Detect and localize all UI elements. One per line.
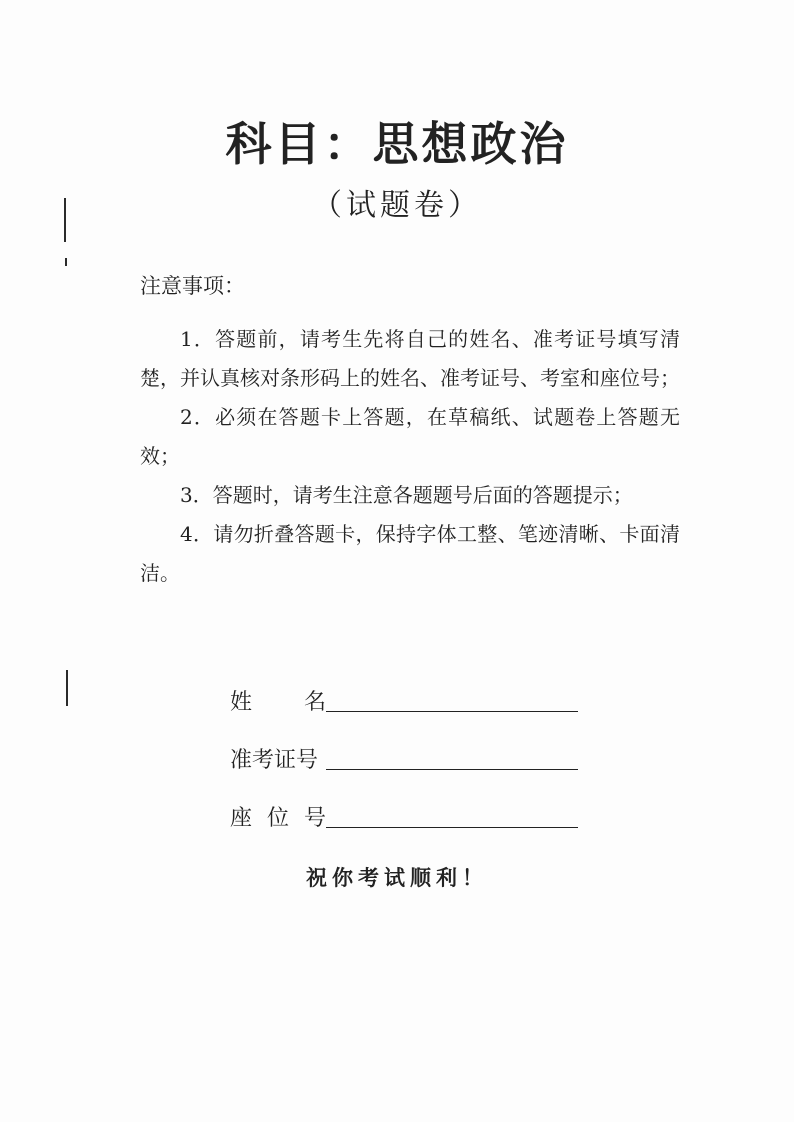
notice-item-4: 4．请勿折叠答题卡，保持字体工整、笔迹清晰、卡面清洁。	[140, 522, 680, 585]
name-field-row	[230, 658, 578, 716]
name-label-char-2: 名	[303, 690, 326, 715]
exam-id-field-row	[230, 716, 578, 774]
candidate-info-fields	[230, 658, 578, 832]
good-luck-message: 祝你考试顺利！	[306, 866, 488, 890]
seat-label-char-2: 位	[266, 806, 289, 831]
subject-title: 科目：思想政治	[225, 117, 569, 171]
seat-label-char-3: 号	[303, 806, 326, 831]
name-field-label	[230, 685, 326, 716]
exam-id-field-label	[230, 743, 326, 774]
seat-field-row	[230, 774, 578, 832]
notice-item-1: 1．答题前，请考生先将自己的姓名、准考证号填写清楚，并认真核对条形码上的姓名、准考证号、考室和座位号；	[140, 327, 680, 390]
scan-mark-middle	[66, 670, 68, 706]
name-field-line[interactable]	[326, 685, 578, 712]
paper-subtitle: （试题卷）	[312, 188, 482, 223]
name-label-char-1: 姓	[230, 690, 253, 715]
seat-label-char-1: 座	[230, 806, 253, 831]
exam-id-label-text: 准考证号	[230, 748, 319, 773]
notice-heading: 注意事项：	[140, 274, 245, 298]
exam-id-field-line[interactable]	[326, 743, 578, 770]
notice-list	[140, 320, 680, 593]
notice-item-2: 2．必须在答题卡上答题，在草稿纸、试题卷上答题无效；	[140, 405, 680, 468]
seat-field-label	[230, 801, 326, 832]
scan-mark-small	[65, 258, 67, 266]
notice-item-3: 3．答题时，请考生注意各题题号后面的答题提示；	[180, 483, 633, 507]
seat-field-line[interactable]	[326, 801, 578, 828]
